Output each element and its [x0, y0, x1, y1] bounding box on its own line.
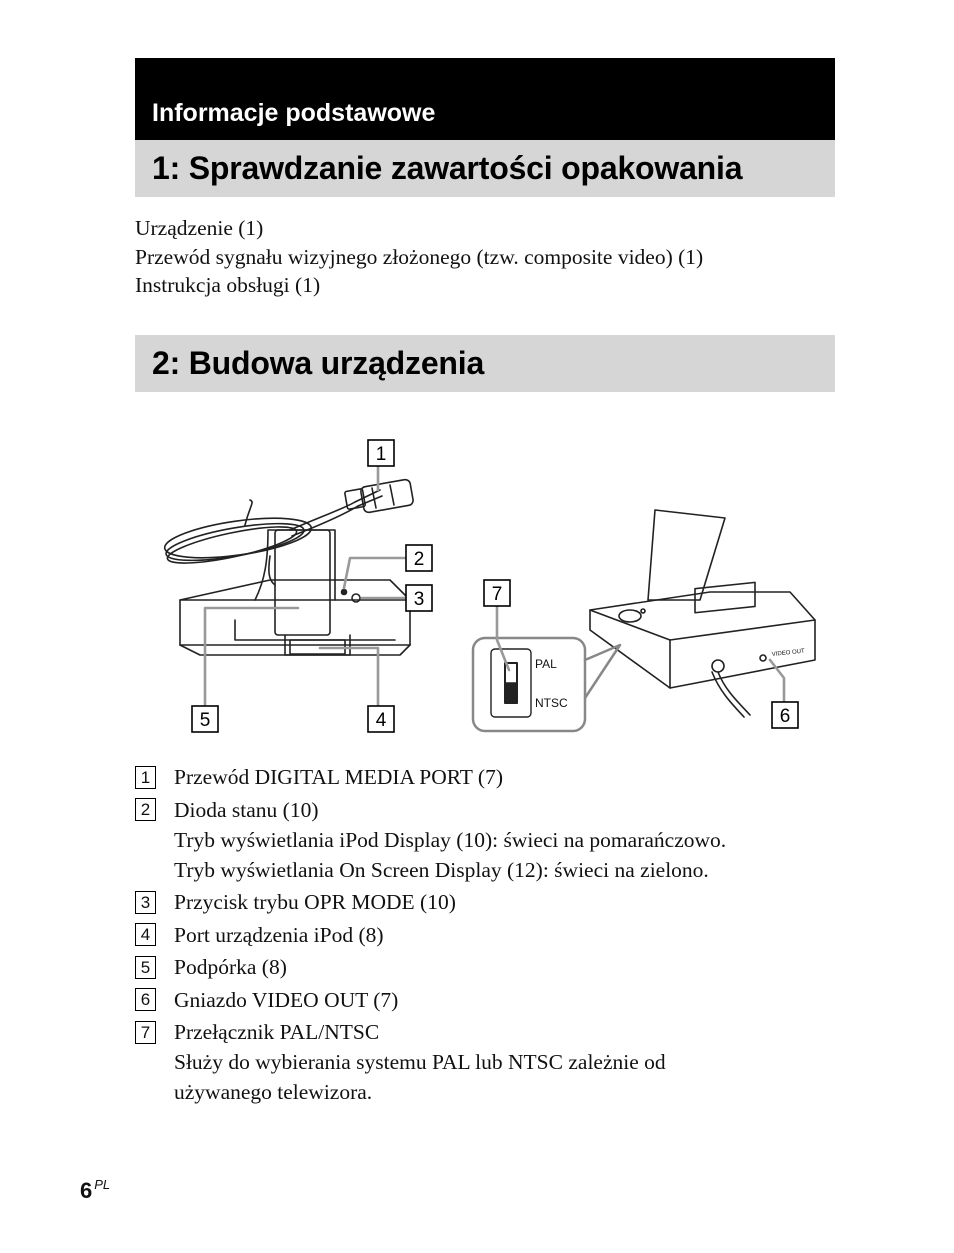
callout-7	[484, 580, 510, 606]
legend-item	[135, 952, 726, 982]
legend-item	[135, 985, 726, 1015]
legend-item	[135, 887, 726, 917]
legend-line: Dioda stanu (10)	[174, 797, 319, 822]
page-number-value: 6	[80, 1178, 93, 1203]
callout-4	[368, 706, 394, 732]
legend-line: Port urządzenia iPod (8)	[174, 922, 384, 947]
heading-bar-1	[135, 140, 835, 197]
svg-text:1: 1	[375, 444, 387, 465]
legend-line: używanego telewizora.	[174, 1080, 373, 1104]
page-number	[80, 1177, 110, 1204]
package-contents-list	[135, 214, 703, 300]
heading-device-parts: 2: Budowa urządzenia	[152, 345, 485, 381]
dock-back-illustration	[590, 510, 815, 717]
legend-number: 1	[135, 766, 156, 789]
legend-number: 6	[135, 988, 156, 1011]
legend-item	[135, 762, 726, 792]
legend-line: Gniazdo VIDEO OUT (7)	[174, 987, 399, 1012]
page-number-suffix: PL	[94, 1177, 111, 1192]
svg-text:6: 6	[779, 706, 791, 727]
svg-text:7: 7	[491, 584, 503, 605]
legend-item	[135, 1017, 726, 1107]
legend-line: Tryb wyświetlania On Screen Display (12): świeci na zielono.	[174, 857, 709, 882]
contents-item: Przewód sygnału wizyjnego złożonego (tzw. composite video) (1)	[135, 244, 704, 269]
callout-1	[368, 440, 394, 466]
heading-bar-2	[135, 335, 835, 392]
legend-line: Służy do wybierania systemu PAL lub NTSC zależnie od	[174, 1050, 666, 1074]
contents-item: Instrukcja obsługi (1)	[135, 273, 321, 297]
legend-line: Podpórka (8)	[174, 955, 287, 979]
heading-contents-check: 1: Sprawdzanie zawartości opakowania	[152, 150, 743, 186]
legend-number: 7	[135, 1021, 156, 1044]
switch-label-pal: PAL	[535, 657, 557, 671]
callout-5	[192, 706, 218, 732]
jack-label-video-out: VIDEO OUT	[771, 648, 806, 658]
cable-coil-illustration	[162, 490, 382, 585]
legend-line: Przycisk trybu OPR MODE (10)	[174, 890, 456, 914]
device-parts-figure	[150, 430, 830, 750]
switch-label-ntsc: NTSC	[535, 696, 568, 710]
callout-2	[406, 545, 432, 571]
svg-text:2: 2	[413, 549, 425, 570]
section-label: Informacje podstawowe	[152, 99, 436, 127]
svg-text:4: 4	[375, 710, 387, 731]
legend-number: 4	[135, 923, 156, 946]
legend-item	[135, 795, 726, 885]
legend-number: 5	[135, 956, 156, 979]
pal-ntsc-switch-illustration	[473, 638, 620, 731]
legend-number: 2	[135, 798, 156, 821]
legend-line: Przewód DIGITAL MEDIA PORT (7)	[174, 765, 503, 789]
legend-item	[135, 920, 726, 950]
callout-6	[772, 702, 798, 728]
legend-number: 3	[135, 891, 156, 914]
contents-item: Urządzenie (1)	[135, 216, 264, 240]
svg-text:3: 3	[413, 589, 425, 610]
callout-3	[406, 585, 432, 611]
dock-front-illustration	[180, 530, 410, 655]
parts-legend	[135, 762, 726, 1110]
legend-line: Przełącznik PAL/NTSC	[174, 1020, 380, 1044]
legend-line: Tryb wyświetlania iPod Display (10): świeci na pomarańczowo.	[174, 827, 727, 852]
section-band	[135, 58, 835, 140]
svg-text:5: 5	[199, 710, 211, 731]
